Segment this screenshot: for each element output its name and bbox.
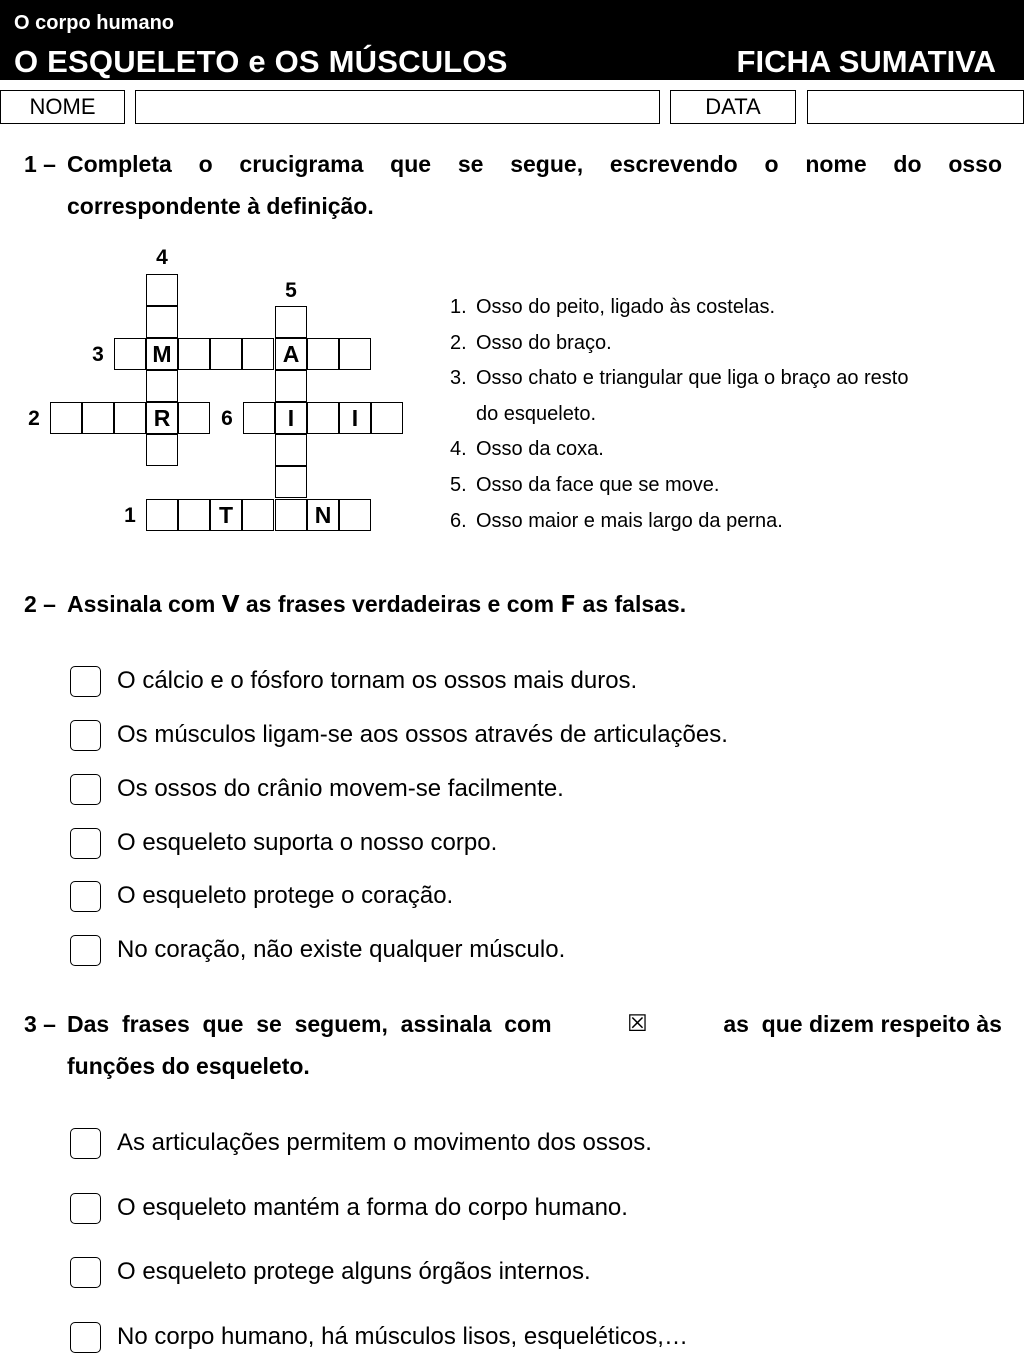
date-field[interactable]	[807, 90, 1024, 124]
question-2-text-b: as frases verdadeiras e com	[239, 591, 561, 617]
clue-item	[450, 468, 1010, 504]
question-3-text-b: as que dizem respeito às	[723, 1011, 1002, 1037]
question-1-line-1: Completa o crucigrama que se segue, escrevendo o nome do osso	[67, 151, 1002, 177]
crossword-number-4: 4	[156, 246, 168, 269]
false-marker: F	[560, 592, 577, 618]
page-header	[0, 0, 1024, 80]
statement-text: No corpo humano, há músculos lisos, esqueléticos,…	[117, 1323, 688, 1350]
crossword-cell[interactable]	[178, 338, 210, 370]
crossword-cell[interactable]	[339, 499, 371, 531]
date-label: DATA	[670, 90, 796, 124]
crossword-cell-i[interactable]: I	[339, 402, 371, 434]
clue-number: 5.	[450, 473, 467, 496]
statement-text: O cálcio e o fósforo tornam os ossos mais duros.	[117, 667, 638, 694]
statement-text: Os músculos ligam-se aos ossos através de articulações.	[117, 721, 728, 748]
crossword-cell-i[interactable]: I	[275, 402, 307, 434]
question-3-text-a: Das frases que se seguem, assinala com	[67, 1011, 552, 1037]
clue-number: 1.	[450, 296, 467, 318]
true-false-item	[70, 771, 564, 807]
question-3-title	[24, 1003, 1002, 1087]
crossword-cell-n[interactable]: N	[307, 499, 339, 531]
answer-checkbox[interactable]	[70, 666, 101, 697]
statement-text: O esqueleto mantém a forma do corpo humano.	[117, 1194, 628, 1221]
answer-checkbox[interactable]	[70, 1322, 101, 1353]
worksheet-title: O ESQUELETO e OS MÚSCULOS	[14, 44, 508, 79]
answer-checkbox[interactable]	[70, 1128, 101, 1159]
answer-checkbox[interactable]	[70, 720, 101, 751]
true-false-item	[70, 825, 497, 861]
statement-text: No coração, não existe qualquer músculo.	[117, 936, 566, 963]
statement-text: O esqueleto protege o coração.	[117, 882, 454, 909]
checked-box-icon: ☒	[627, 1011, 648, 1037]
crossword-cell-r[interactable]: R	[146, 402, 178, 434]
statement-text: O esqueleto suporta o nosso corpo.	[117, 829, 498, 856]
clue-text: Osso chato e triangular que liga o braço ao resto	[476, 367, 909, 390]
crossword-cell[interactable]	[146, 499, 178, 531]
crossword-cell[interactable]	[114, 338, 146, 370]
crossword-cell[interactable]	[178, 499, 210, 531]
clue-number: 2.	[450, 331, 467, 354]
function-item	[70, 1319, 688, 1355]
answer-checkbox[interactable]	[70, 881, 101, 912]
crossword-cell[interactable]	[275, 370, 307, 402]
clue-text: Osso do peito, ligado às costelas.	[476, 296, 776, 318]
statement-text: As articulações permitem o movimento dos ossos.	[117, 1129, 652, 1156]
clue-item	[450, 504, 1010, 540]
crossword-cell[interactable]	[275, 306, 307, 338]
crossword-cell[interactable]	[146, 370, 178, 402]
crossword-cell[interactable]	[146, 434, 178, 466]
answer-checkbox[interactable]	[70, 1193, 101, 1224]
crossword-clues	[450, 290, 1010, 539]
question-2-text-c: as falsas.	[576, 591, 687, 617]
clue-text: Osso da coxa.	[476, 438, 604, 461]
clue-item	[450, 361, 1010, 397]
name-field[interactable]	[135, 90, 660, 124]
crossword-number-3: 3	[92, 343, 104, 366]
crossword-cell[interactable]	[275, 434, 307, 466]
function-item	[70, 1254, 591, 1290]
answer-checkbox[interactable]	[70, 774, 101, 805]
crossword-cell-t[interactable]: T	[210, 499, 242, 531]
clue-text: Osso do braço.	[476, 331, 612, 354]
crossword-cell-a[interactable]: A	[275, 338, 307, 370]
crossword-cell[interactable]	[242, 338, 274, 370]
answer-checkbox[interactable]	[70, 828, 101, 859]
crossword-cell[interactable]	[371, 402, 403, 434]
answer-checkbox[interactable]	[70, 935, 101, 966]
function-item	[70, 1125, 652, 1161]
clue-number: 6.	[450, 509, 467, 532]
crossword-cell[interactable]	[275, 466, 307, 498]
crossword-number-2: 2	[28, 407, 40, 430]
crossword-cell[interactable]	[307, 338, 339, 370]
question-3-number: 3 –	[24, 1011, 56, 1037]
crossword-cell[interactable]	[242, 499, 274, 531]
true-false-item	[70, 932, 565, 968]
statement-text: O esqueleto protege alguns órgãos internos.	[117, 1258, 591, 1285]
crossword-cell[interactable]	[114, 402, 146, 434]
crossword-cell[interactable]	[243, 402, 275, 434]
crossword-cell[interactable]	[50, 402, 82, 434]
crossword-cell[interactable]	[210, 338, 242, 370]
crossword-cell[interactable]	[275, 499, 307, 531]
question-1-number: 1 –	[24, 151, 56, 177]
clue-text: Osso da face que se move.	[476, 473, 720, 496]
question-1-title	[24, 143, 1002, 227]
crossword-cell[interactable]	[82, 402, 114, 434]
true-false-item	[70, 878, 453, 914]
question-2-number: 2 –	[24, 591, 56, 617]
clue-item	[450, 326, 1010, 362]
crossword-cell[interactable]	[339, 338, 371, 370]
true-false-item	[70, 663, 637, 699]
clue-text: do esqueleto.	[476, 402, 597, 425]
question-2-text-a: Assinala com	[67, 591, 222, 617]
true-false-item	[70, 717, 728, 753]
clue-item	[450, 290, 1010, 326]
clue-number: 4.	[450, 438, 467, 461]
clue-item	[450, 432, 1010, 468]
crossword-number-6: 6	[221, 407, 233, 430]
crossword-cell[interactable]	[178, 402, 210, 434]
true-marker: V	[221, 592, 240, 618]
clue-number: 3.	[450, 367, 467, 390]
crossword-number-1: 1	[124, 504, 136, 527]
clue-text: Osso maior e mais largo da perna.	[476, 509, 783, 532]
crossword-cell[interactable]	[146, 306, 178, 338]
clue-item	[450, 397, 1010, 433]
crossword-cell[interactable]	[307, 402, 339, 434]
crossword-number-5: 5	[285, 279, 297, 302]
question-2-title	[24, 583, 1002, 626]
name-label: NOME	[0, 90, 125, 124]
answer-checkbox[interactable]	[70, 1257, 101, 1288]
crossword-cell-m[interactable]: M	[146, 338, 178, 370]
question-1-line-2: correspondente à definição.	[67, 193, 374, 219]
question-3-line-2: funções do esqueleto.	[67, 1053, 310, 1079]
crossword-cell[interactable]	[146, 274, 178, 306]
worksheet-type: FICHA SUMATIVA	[736, 44, 996, 79]
statement-text: Os ossos do crânio movem-se facilmente.	[117, 775, 564, 802]
function-item	[70, 1190, 628, 1226]
header-subtitle: O corpo humano	[14, 12, 174, 34]
